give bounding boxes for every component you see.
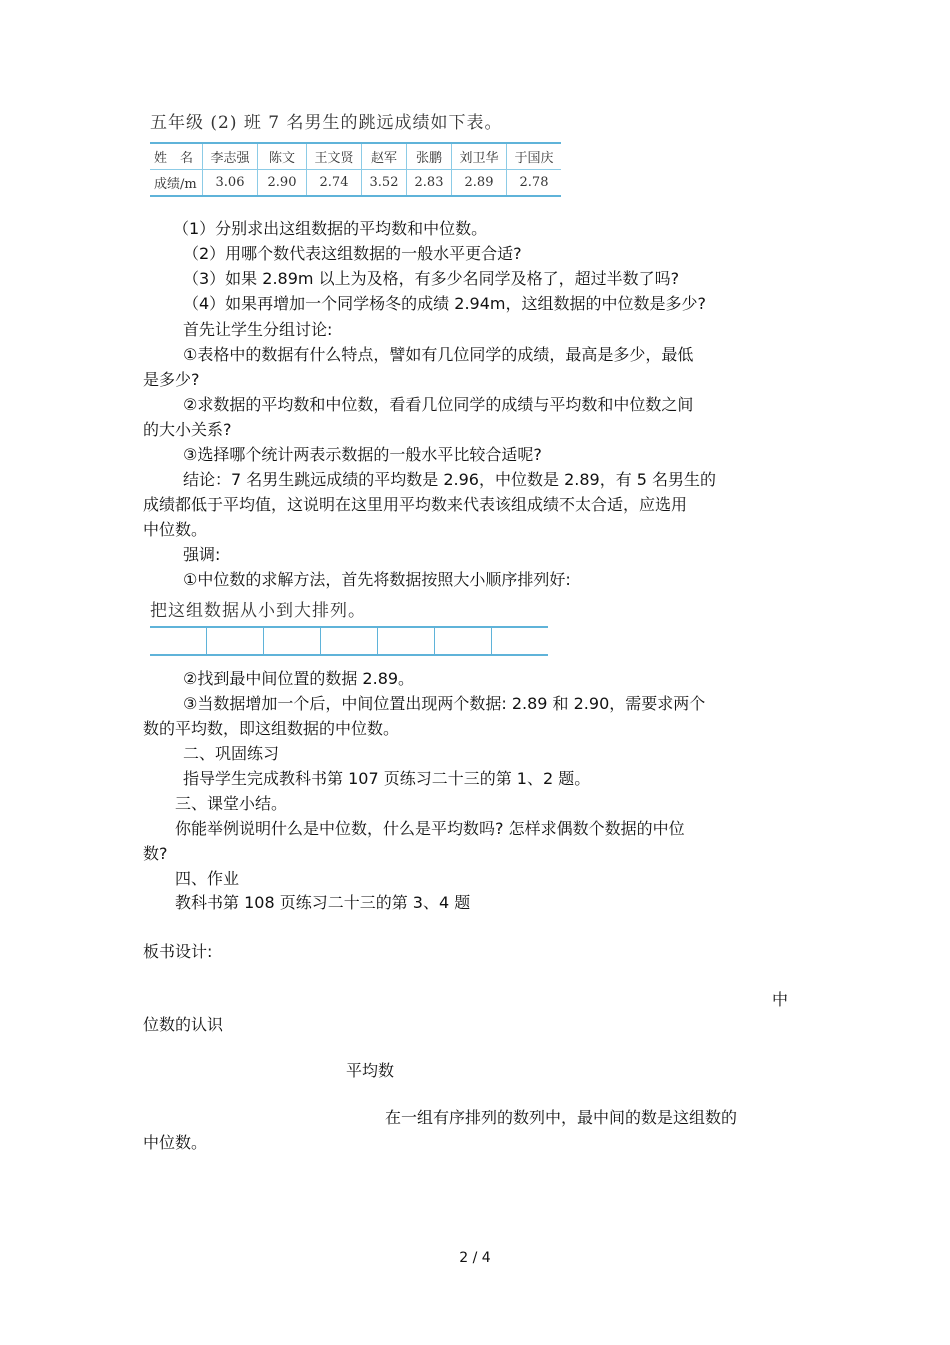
section-4-title: 四、作业: [175, 869, 240, 888]
question-4: （4）如果再增加一个同学杨冬的成绩 2.94m，这组数据的中位数是多少?: [183, 294, 706, 313]
table-cell: 3.06: [203, 170, 258, 197]
board-fragment-left: 位数的认识: [143, 1015, 224, 1034]
section-3-title: 三、课堂小结。: [175, 794, 288, 813]
blank-cell: [150, 627, 207, 655]
table-header-cell: 赵军: [362, 143, 407, 170]
table-cell: 2.83: [407, 170, 452, 197]
board-definition-cont: 中位数。: [143, 1133, 208, 1152]
discussion-item-2-cont: 的大小关系?: [143, 420, 232, 439]
table-row: [150, 143, 561, 170]
discussion-item-3: ③选择哪个统计两表示数据的一般水平比较合适呢?: [183, 445, 542, 464]
discussion-item-2: ②求数据的平均数和中位数，看看几位同学的成绩与平均数和中位数之间: [183, 395, 694, 414]
conclusion-line-1: 结论：7 名男生跳远成绩的平均数是 2.96，中位数是 2.89，有 5 名男生的: [183, 470, 717, 489]
question-2: （2）用哪个数代表这组数据的一般水平更合适?: [183, 244, 522, 263]
board-fragment-right: 中: [772, 990, 789, 1009]
table-header-cell: 李志强: [203, 143, 258, 170]
blank-cell: [264, 627, 321, 655]
emphasis-title: 强调:: [183, 545, 221, 564]
question-3: （3）如果 2.89m 以上为及格，有多少名同学及格了，超过半数了吗?: [183, 269, 680, 288]
discussion-item-1-cont: 是多少?: [143, 370, 200, 389]
table-header-cell: 陈文: [258, 143, 307, 170]
blank-sort-table: [150, 626, 548, 656]
board-title: 板书设计:: [143, 942, 213, 961]
table-header-cell: 姓 名: [150, 143, 203, 170]
table-cell: 成绩/m: [150, 170, 203, 197]
discussion-intro: 首先让学生分组讨论:: [183, 320, 333, 339]
section-4-content: 教科书第 108 页练习二十三的第 3、4 题: [175, 893, 471, 912]
table-header-cell: 王文贤: [307, 143, 362, 170]
emphasis-item-3-cont: 数的平均数，即这组数据的中位数。: [143, 719, 400, 738]
board-definition: 在一组有序排列的数列中，最中间的数是这组数的: [385, 1108, 738, 1127]
emphasis-item-1: ①中位数的求解方法，首先将数据按照大小顺序排列好:: [183, 570, 571, 589]
question-1: （1）分别求出这组数据的平均数和中位数。: [173, 219, 488, 238]
conclusion-line-2: 成绩都低于平均值，这说明在这里用平均数来代表该组成绩不太合适，应选用: [143, 495, 688, 514]
section-3-content: 你能举例说明什么是中位数，什么是平均数吗? 怎样求偶数个数据的中位: [175, 819, 685, 838]
table-header-cell: 刘卫华: [452, 143, 507, 170]
table-row: [150, 170, 561, 197]
discussion-item-1: ①表格中的数据有什么特点，譬如有几位同学的成绩，最高是多少，最低: [183, 345, 694, 364]
table-cell: 2.89: [452, 170, 507, 197]
section-3-content-cont: 数?: [143, 844, 168, 863]
page-number: 2 / 4: [459, 1250, 491, 1266]
conclusion-line-3: 中位数。: [143, 520, 208, 539]
blank-cell: [321, 627, 378, 655]
table-row: [150, 627, 548, 655]
blank-cell: [492, 627, 549, 655]
blank-cell: [207, 627, 264, 655]
table-header-cell: 张鹏: [407, 143, 452, 170]
section-2-title: 二、巩固练习: [183, 744, 280, 763]
board-average: 平均数: [346, 1061, 395, 1080]
table-cell: 2.90: [258, 170, 307, 197]
table-cell: 2.78: [507, 170, 562, 197]
score-table: [150, 142, 561, 197]
sort-table-heading: 把这组数据从小到大排列。: [150, 601, 366, 621]
blank-cell: [435, 627, 492, 655]
blank-cell: [378, 627, 435, 655]
table-intro-heading: 五年级 (2) 班 7 名男生的跳远成绩如下表。: [150, 113, 503, 133]
emphasis-item-3: ③当数据增加一个后，中间位置出现两个数据: 2.89 和 2.90，需要求两个: [183, 694, 706, 713]
table-cell: 3.52: [362, 170, 407, 197]
section-2-content: 指导学生完成教科书第 107 页练习二十三的第 1、2 题。: [183, 769, 591, 788]
emphasis-item-2: ②找到最中间位置的数据 2.89。: [183, 669, 415, 688]
table-cell: 2.74: [307, 170, 362, 197]
table-header-cell: 于国庆: [507, 143, 562, 170]
